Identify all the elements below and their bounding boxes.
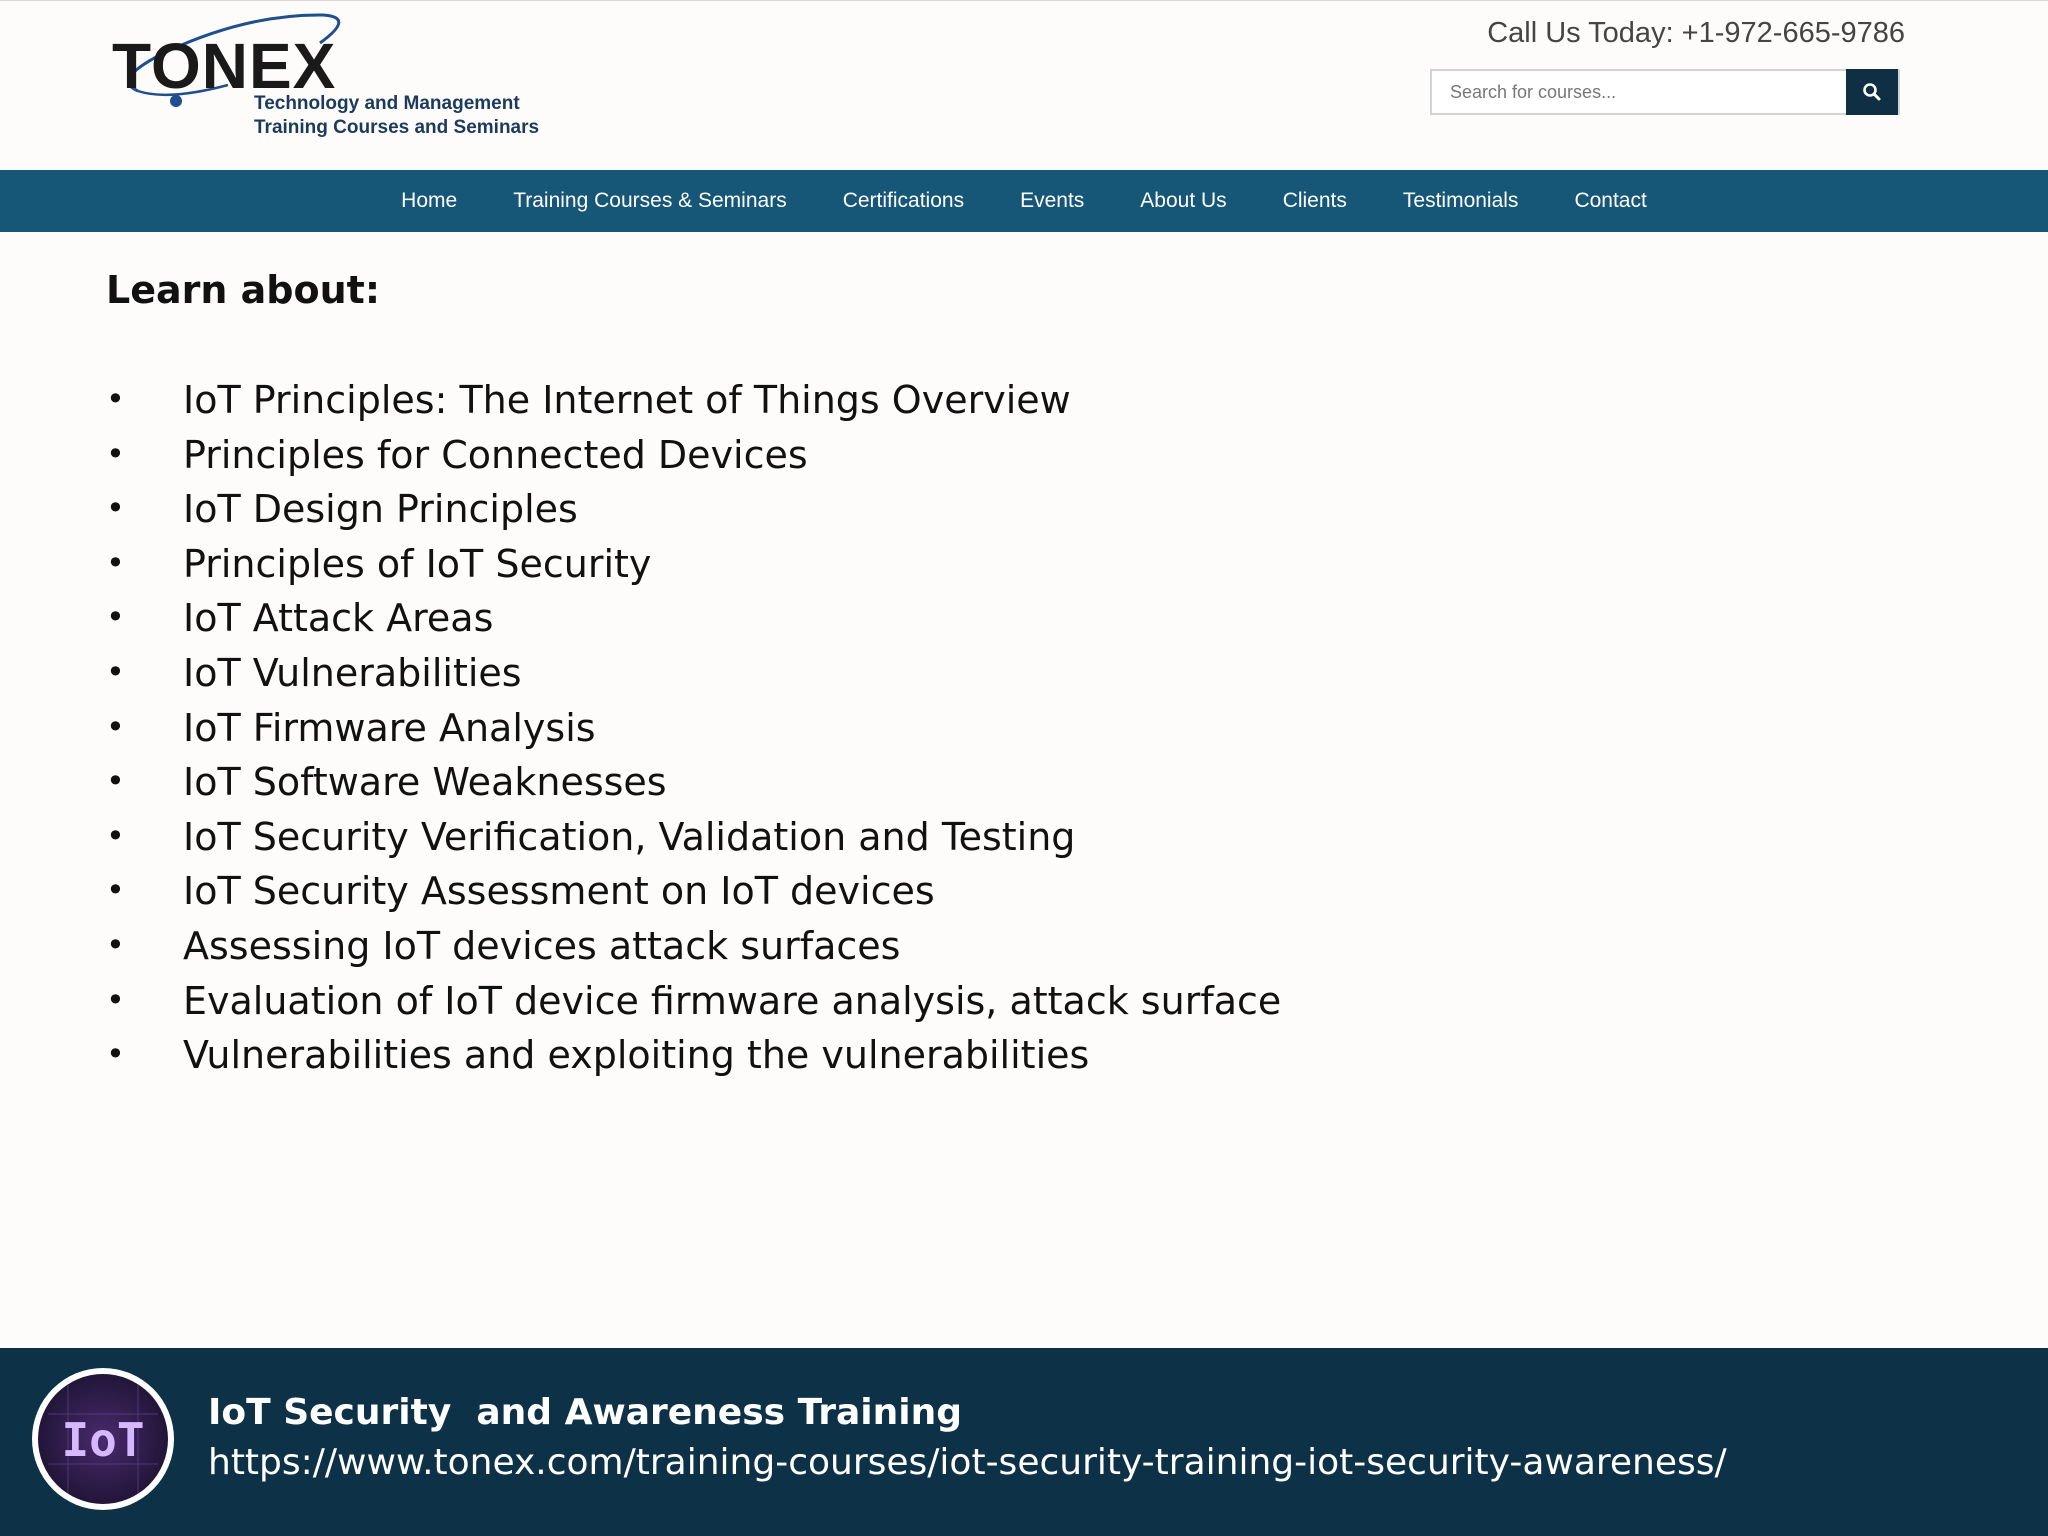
- list-item: [106, 1033, 1281, 1088]
- bullet: •: [106, 925, 125, 964]
- tonex-logo[interactable]: [108, 9, 540, 149]
- nav-item-about-us[interactable]: About Us: [1140, 189, 1227, 212]
- list-item-text: Principles of IoT Security: [183, 541, 652, 586]
- search-box: [1430, 69, 1900, 115]
- bullet: •: [106, 489, 125, 528]
- site-header: [0, 1, 2048, 170]
- list-item: [106, 924, 1281, 979]
- iot-badge: [32, 1368, 174, 1510]
- bullet: •: [106, 816, 125, 855]
- badge-text: IoT: [61, 1413, 145, 1467]
- main-nav: [0, 170, 2048, 232]
- bullet: •: [106, 707, 125, 746]
- logo-name: TONEX: [112, 30, 337, 102]
- list-item: [106, 378, 1281, 433]
- bullet: •: [106, 652, 125, 691]
- bullet: •: [106, 543, 125, 582]
- list-item: [106, 760, 1281, 815]
- search-input[interactable]: [1432, 71, 1850, 113]
- list-item-text: IoT Attack Areas: [183, 596, 494, 641]
- nav-item-training-courses[interactable]: Training Courses & Seminars: [513, 189, 787, 212]
- list-item-text: IoT Security Assessment on IoT devices: [183, 869, 935, 914]
- phone-number: Call Us Today: +1-972-665-9786: [1487, 17, 1905, 49]
- list-item: [106, 433, 1281, 488]
- footer-banner: [0, 1348, 2048, 1536]
- topic-list: [106, 378, 1281, 1088]
- course-url-link[interactable]: https://www.tonex.com/training-courses/iot-security-training-iot-security-awareness/: [208, 1442, 1727, 1483]
- list-item: [106, 651, 1281, 706]
- iot-badge-image: [38, 1374, 168, 1504]
- list-item-text: Assessing IoT devices attack surfaces: [183, 923, 901, 968]
- list-item: [106, 542, 1281, 597]
- nav-item-events[interactable]: Events: [1020, 189, 1085, 212]
- nav-item-clients[interactable]: Clients: [1282, 189, 1347, 212]
- search-icon: [1862, 82, 1882, 102]
- logo-tagline-line2: Training Courses and Seminars: [254, 117, 540, 138]
- list-item: [106, 815, 1281, 870]
- bullet: •: [106, 598, 125, 637]
- list-item-text: IoT Principles: The Internet of Things Overview: [183, 378, 1071, 422]
- bullet: •: [106, 762, 125, 801]
- bullet: •: [106, 980, 125, 1019]
- logo-tagline-line1: Technology and Management: [254, 93, 520, 114]
- course-title: IoT Security and Awareness Training: [208, 1392, 962, 1433]
- bullet: •: [106, 380, 125, 418]
- list-item: [106, 596, 1281, 651]
- main-content: [106, 268, 1906, 1078]
- nav-item-contact[interactable]: Contact: [1574, 189, 1647, 212]
- list-item: [106, 979, 1281, 1034]
- nav-item-testimonials[interactable]: Testimonials: [1402, 189, 1519, 212]
- bullet: •: [106, 434, 125, 473]
- page-title: Learn about:: [106, 268, 381, 312]
- list-item: [106, 706, 1281, 761]
- list-item-text: IoT Vulnerabilities: [183, 650, 522, 695]
- bullet: •: [106, 1035, 125, 1074]
- list-item-text: IoT Design Principles: [183, 487, 578, 532]
- iot-chip-icon: [38, 1374, 168, 1504]
- list-item: [106, 487, 1281, 542]
- list-item-text: IoT Software Weaknesses: [183, 760, 667, 805]
- list-item: [106, 869, 1281, 924]
- list-item-text: IoT Firmware Analysis: [183, 705, 596, 750]
- nav-item-home[interactable]: Home: [401, 189, 458, 212]
- bullet: •: [106, 871, 125, 910]
- list-item-text: Vulnerabilities and exploiting the vulnerabilities: [183, 1033, 1090, 1078]
- nav-item-certifications[interactable]: Certifications: [842, 189, 965, 212]
- list-item-text: Principles for Connected Devices: [183, 432, 808, 477]
- search-button[interactable]: [1846, 69, 1898, 115]
- list-item-text: Evaluation of IoT device firmware analysis, attack surface: [183, 978, 1282, 1023]
- list-item-text: IoT Security Verification, Validation and Testing: [183, 814, 1076, 859]
